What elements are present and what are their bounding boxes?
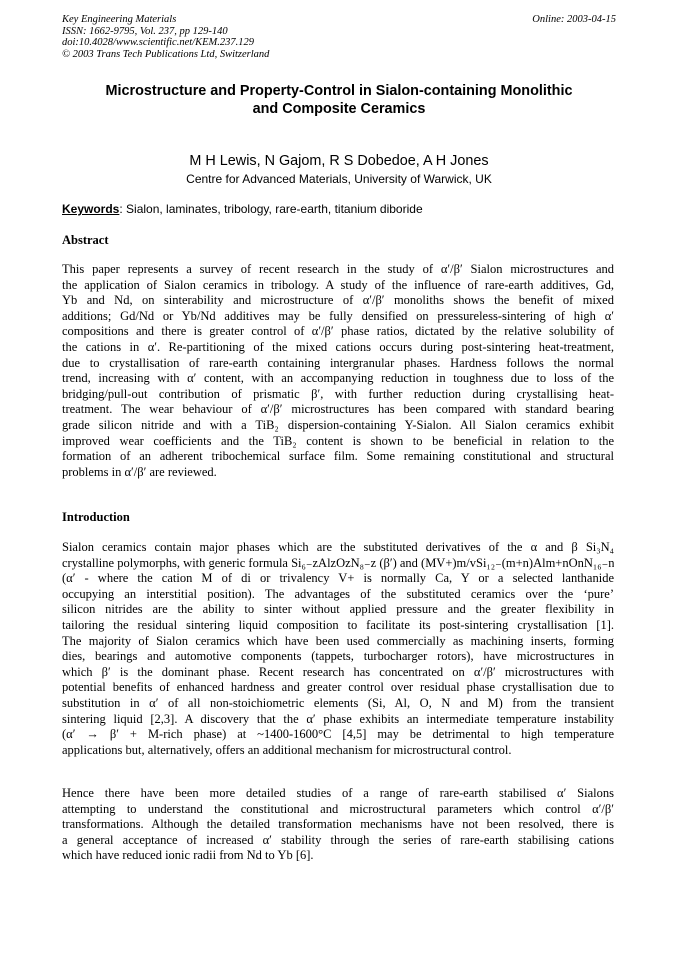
introduction-paragraph-1 <box>62 540 614 758</box>
text-line: crystalline polymorphs, with generic formula Si₆₋zAlzOzN₈₋z (β′) and (MV+)m/vSi₁₂₋(m+n)Alm+nOnN₁₆₋n <box>62 555 614 570</box>
text-line: transformations. Although the detailed transformation mechanisms have not been resolved, there is <box>62 817 614 832</box>
text-line: due to crystallisation of rare-earth containing intergranular phases. Hardness follows the normal <box>62 355 614 370</box>
text-line: dies, bearings and automotive components (tappets, turbocharger rotors), have microstructures in <box>62 649 614 664</box>
text-line: the cations in α′. Re-partitioning of the mixed cations occurs during post-sintering heat-treatment, <box>62 339 614 354</box>
text-line: The majority of Sialon ceramics which have been used commercially as machining inserts, forming <box>62 633 614 648</box>
affiliation: Centre for Advanced Materials, University of Warwick, UK <box>186 172 492 186</box>
section-heading-abstract: Abstract <box>62 233 109 247</box>
text-line: additions; Gd/Nd or Yb/Nd additives may be fully densified on pressureless-sintering of high α′ <box>62 308 614 323</box>
keywords-text: : Sialon, laminates, tribology, rare-earth, titanium diboride <box>119 202 423 216</box>
online-date: Online: 2003-04-15 <box>532 14 616 25</box>
text-line: occupying an interstitial position). The advantages of the substituted ceramics over the ‘pure’ <box>62 586 614 601</box>
introduction-paragraph-2 <box>62 786 614 864</box>
author-list: M H Lewis, N Gajom, R S Dobedoe, A H Jones <box>189 153 489 169</box>
title-line: and Composite Ceramics <box>252 101 426 117</box>
text-line: sintering liquid [2,3]. A discovery that the α′ phase exhibits an intermediate temperature instability <box>62 711 614 726</box>
text-line: Yb and Nd, on sinterability and microstructure of α′/β′ monoliths shows the benefit of mixed <box>62 293 614 308</box>
keywords-label: Keywords <box>62 202 120 216</box>
text-line: tailoring the residual sintering liquid composition to facilitate its post-sintering crystallisation [1]. <box>62 617 614 632</box>
paper-title <box>62 82 616 118</box>
journal-name: Key Engineering Materials <box>62 14 177 25</box>
text-line: which have reduced ionic radii from Nd to Yb [6]. <box>62 848 314 863</box>
text-line: compositions and there is greater control of α′/β′ phase ratios, dictated by the relative solubility of <box>62 324 614 339</box>
title-line: Microstructure and Property-Control in Sialon-containing Monolithic <box>105 83 573 99</box>
text-line: treatment. The wear behaviour of α′/β′ microstructures has been compared with standard bearing <box>62 402 614 417</box>
text-line: applications but, alternatively, offers an additional mechanism for microstructural control. <box>62 742 512 757</box>
copyright-line: © 2003 Trans Tech Publications Ltd, Switzerland <box>62 48 270 60</box>
section-heading-introduction: Introduction <box>62 510 130 524</box>
text-line: substitution in α′ of all non-stoichiometric elements (Si, Al, O, N and M) from the transient <box>62 695 614 710</box>
text-line: potential benefits of enhanced hardness and greater control over residual phase crystallisation due to <box>62 680 614 695</box>
text-line: which β′ is the dominant phase. Recent research has concentrated on α′/β′ microstructures with <box>62 664 614 679</box>
text-line: This paper represents a survey of recent research in the study of α′/β′ Sialon microstructures and <box>62 262 614 276</box>
text-line: grade silicon nitride and with a TiB₂ dispersion-containing Y-Sialon. All Sialon ceramics exhibit <box>62 417 614 432</box>
text-line: silicon nitrides are the ability to sinter without applied pressure and the greater flexibility in <box>62 602 614 617</box>
text-line: Hence there have been more detailed studies of a range of rare-earth stabilised α′ Sialons <box>62 786 614 800</box>
text-line: bridging/pull-out contribution of prismatic β′, with further reduction during crystallising heat- <box>62 386 614 401</box>
text-line: Sialon ceramics contain major phases which are the substituted derivatives of the α and β Si₃N₄ <box>62 540 614 554</box>
text-line: trend, increasing with α′ content, with an accompanying reduction in toughness due to loss of the <box>62 371 614 386</box>
text-line: improved wear coefficients and the TiB₂ content is shown to be beneficial in relation to the <box>62 433 614 448</box>
abstract-paragraph <box>62 262 614 480</box>
text-line: the application of Sialon ceramics in tribology. A study of the influence of rare-earth additives, Gd, <box>62 277 614 292</box>
text-line: attempting to understand the constitutional and microstructural parameters which control α′/β′ <box>62 801 614 816</box>
text-line: formation of an adherent tribochemical surface film. Some remaining constitutional and structural <box>62 449 614 464</box>
keywords <box>62 202 616 216</box>
text-line: a general acceptance of increased α′ stability through the series of rare-earth stabilising cations <box>62 832 614 847</box>
journal-header <box>62 14 616 60</box>
text-line: (α′ - where the cation M of di or trivalency V+ is normally Ca, Y or a selected lanthanide <box>62 571 614 586</box>
doi-line: doi:10.4028/www.scientific.net/KEM.237.129 <box>62 37 254 49</box>
issn-line: ISSN: 1662-9795, Vol. 237, pp 129-140 <box>62 25 228 37</box>
text-line: (α′ → β′ + M-rich phase) at ~1400-1600°C [4,5] may be detrimental to high temperature <box>62 727 614 742</box>
text-line: problems in α′/β′ are reviewed. <box>62 464 217 479</box>
